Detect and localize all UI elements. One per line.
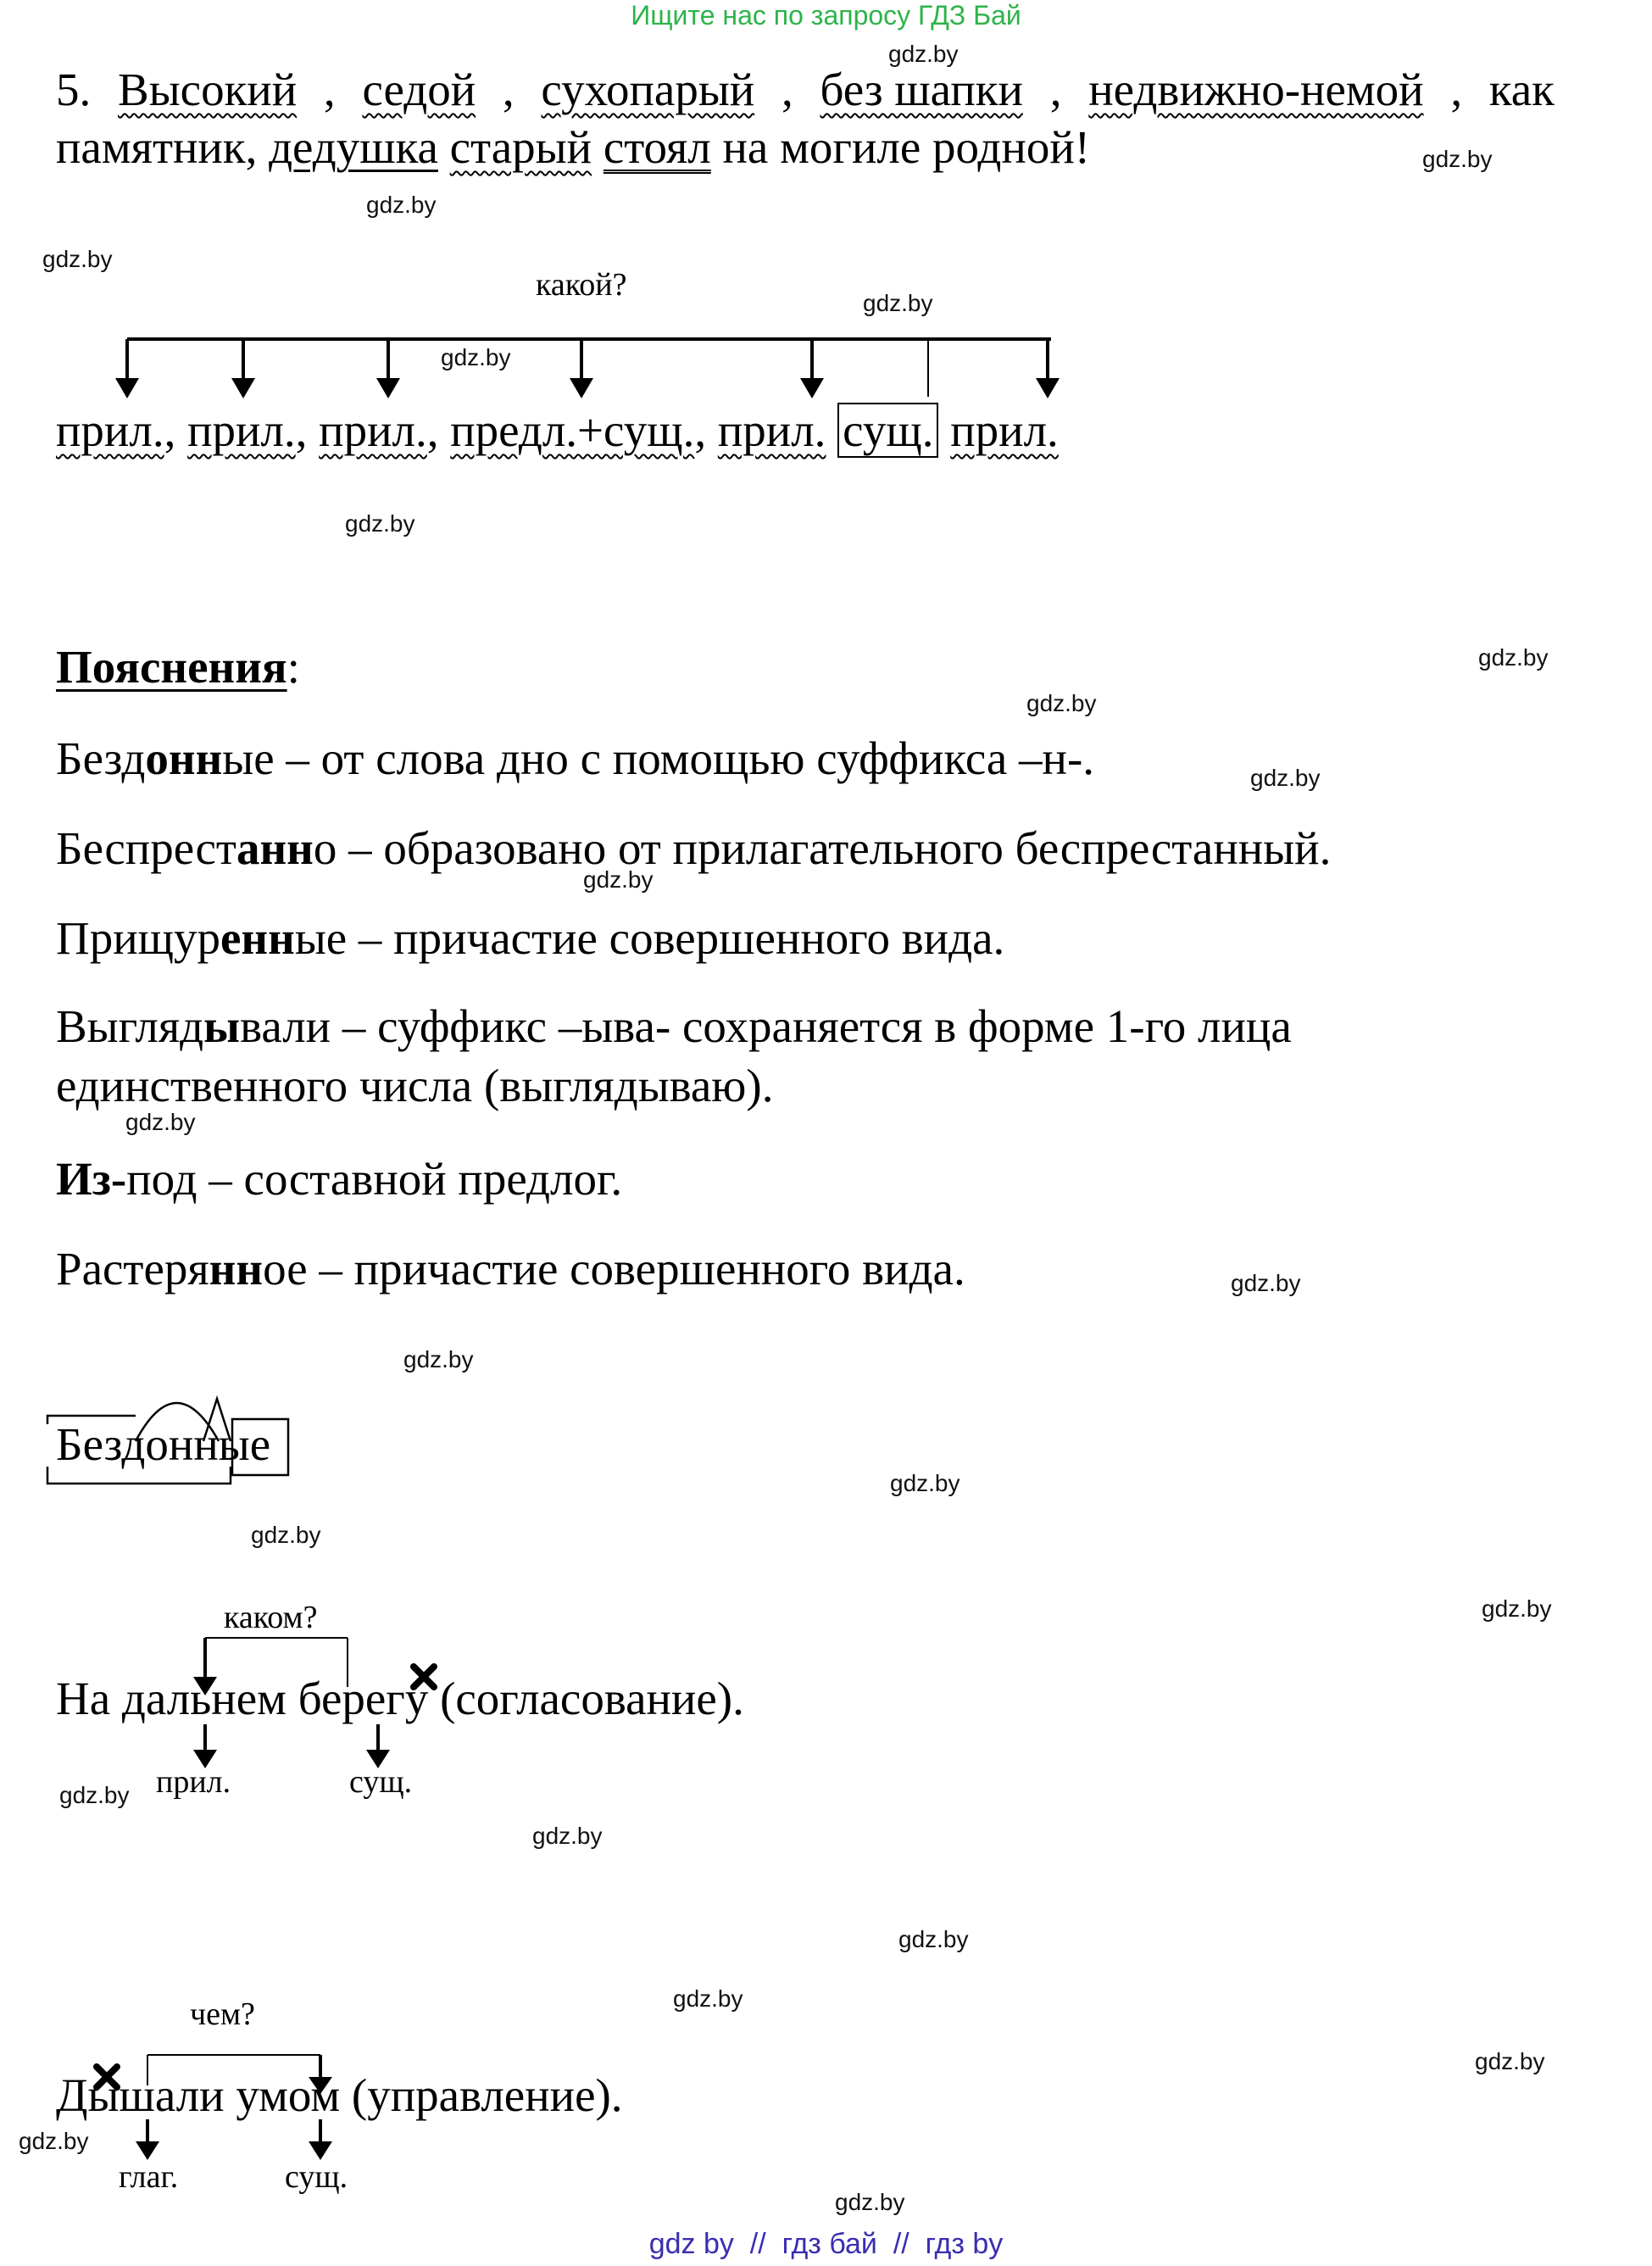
watermark: gdz.by: [1250, 765, 1321, 791]
watermark: gdz.by: [59, 1782, 130, 1808]
scheme-label: прил.: [56, 404, 164, 456]
word-nedvizhno-nemoy: недвижно-немой: [1088, 64, 1424, 115]
watermark: gdz.by: [19, 2128, 89, 2154]
morpheme-word: Бездонные: [56, 1418, 271, 1470]
word-sedoy: седой: [362, 64, 476, 115]
expl-bold: анн: [236, 822, 314, 874]
watermark: gdz.by: [835, 2189, 905, 2215]
expl-post: ое – причастие совершенного вида.: [263, 1243, 965, 1294]
phrase2-text: Дышали умом (управление).: [56, 2069, 623, 2121]
expl-pre: Прищур: [56, 912, 221, 964]
watermark: gdz.by: [888, 41, 959, 67]
word-suhopary: сухопарый: [541, 64, 755, 115]
scheme-label-boxed: сущ.: [837, 403, 938, 458]
task-sentence-line1: 5. Высокий , седой , сухопарый , без шапки , недвижно-немой , как: [56, 64, 1555, 115]
watermark: gdz.by: [532, 1823, 603, 1849]
word-kak: как: [1488, 64, 1555, 115]
watermark: gdz.by: [125, 1109, 196, 1135]
phrase2-label-left: глаг.: [119, 2159, 179, 2195]
expl-bold: нн: [209, 1243, 264, 1294]
watermark: gdz.by: [1475, 2048, 1545, 2074]
scheme-labels: прил., прил., прил., предл.+сущ., прил. сущ. прил.: [56, 404, 1059, 456]
expl-pre: Растеря: [56, 1243, 209, 1294]
watermark: gdz.by: [1478, 644, 1549, 671]
site-banner[interactable]: Ищите нас по запросу ГДЗ Бай: [631, 0, 1021, 31]
phrase1-question: каком?: [224, 1600, 318, 1635]
expl-post: о – образовано от прилагательного беспрестанный.: [313, 822, 1332, 874]
task-number: 5.: [56, 64, 92, 115]
phrase1-label-right: сущ.: [349, 1764, 413, 1800]
watermark: gdz.by: [863, 290, 933, 316]
word-bez-shapki: без шапки: [820, 64, 1023, 115]
word-pamyatnik: памятник,: [56, 121, 258, 173]
word-na-mogile: на могиле родной!: [722, 121, 1091, 173]
expl-bold: Из-: [56, 1153, 127, 1205]
watermark: gdz.by: [1422, 146, 1493, 172]
expl-post: вали – суффикс –ыва- сохраняется в форме 1-го лица: [240, 1000, 1292, 1052]
word-stoyal: стоял: [603, 121, 711, 173]
word-dedushka: дедушка: [269, 121, 438, 173]
watermark: gdz.by: [673, 1985, 743, 2012]
watermark: gdz.by: [403, 1346, 474, 1372]
watermark: gdz.by: [1482, 1595, 1552, 1622]
expl-pre: Беспрест: [56, 822, 236, 874]
scheme-label: прил.: [187, 404, 296, 456]
expl-pre: Безд: [56, 732, 146, 784]
watermark: gdz.by: [366, 192, 437, 218]
watermark: gdz.by: [1026, 690, 1097, 716]
expl-bold: онн: [145, 732, 223, 784]
phrase1-text: На дальнем берегу (согласование).: [56, 1673, 744, 1724]
expl-post: под – составной предлог.: [126, 1153, 623, 1205]
footer-links[interactable]: gdz by // гдз бай // гдз by: [648, 2228, 1004, 2260]
watermark: gdz.by: [583, 866, 654, 893]
word-stary: старый: [449, 121, 592, 173]
expl-line2: единственного числа (выглядываю).: [56, 1060, 774, 1111]
watermark: gdz.by: [1231, 1270, 1301, 1296]
watermark: gdz.by: [890, 1470, 960, 1496]
scheme-label: предл.+сущ.: [450, 404, 695, 456]
explanations-heading: Пояснения:: [56, 641, 300, 693]
expl-post: ые – от слова дно с помощью суффикса –н-.: [222, 732, 1095, 784]
expl-pre: Выгляд: [56, 1000, 204, 1052]
word-vysokiy: Высокий: [118, 64, 298, 115]
watermark: gdz.by: [42, 246, 113, 272]
expl-post: ые – причастие совершенного вида.: [294, 912, 1005, 964]
phrase1-label-left: прил.: [156, 1764, 231, 1800]
scheme-label: прил.: [717, 404, 826, 456]
expl-bold: ы: [203, 1000, 241, 1052]
expl-bold: енн: [220, 912, 295, 964]
watermark: gdz.by: [898, 1926, 969, 1952]
heading-text: Пояснения: [56, 641, 287, 693]
scheme-label: прил.: [319, 404, 427, 456]
phrase2-question: чем?: [190, 1996, 255, 2032]
phrase2-label-right: сущ.: [285, 2159, 348, 2195]
watermark: gdz.by: [251, 1522, 321, 1548]
scheme-label: прил.: [950, 404, 1059, 456]
watermark: gdz.by: [345, 510, 415, 537]
watermark: gdz.by: [441, 344, 511, 370]
scheme-question: какой?: [536, 267, 627, 303]
